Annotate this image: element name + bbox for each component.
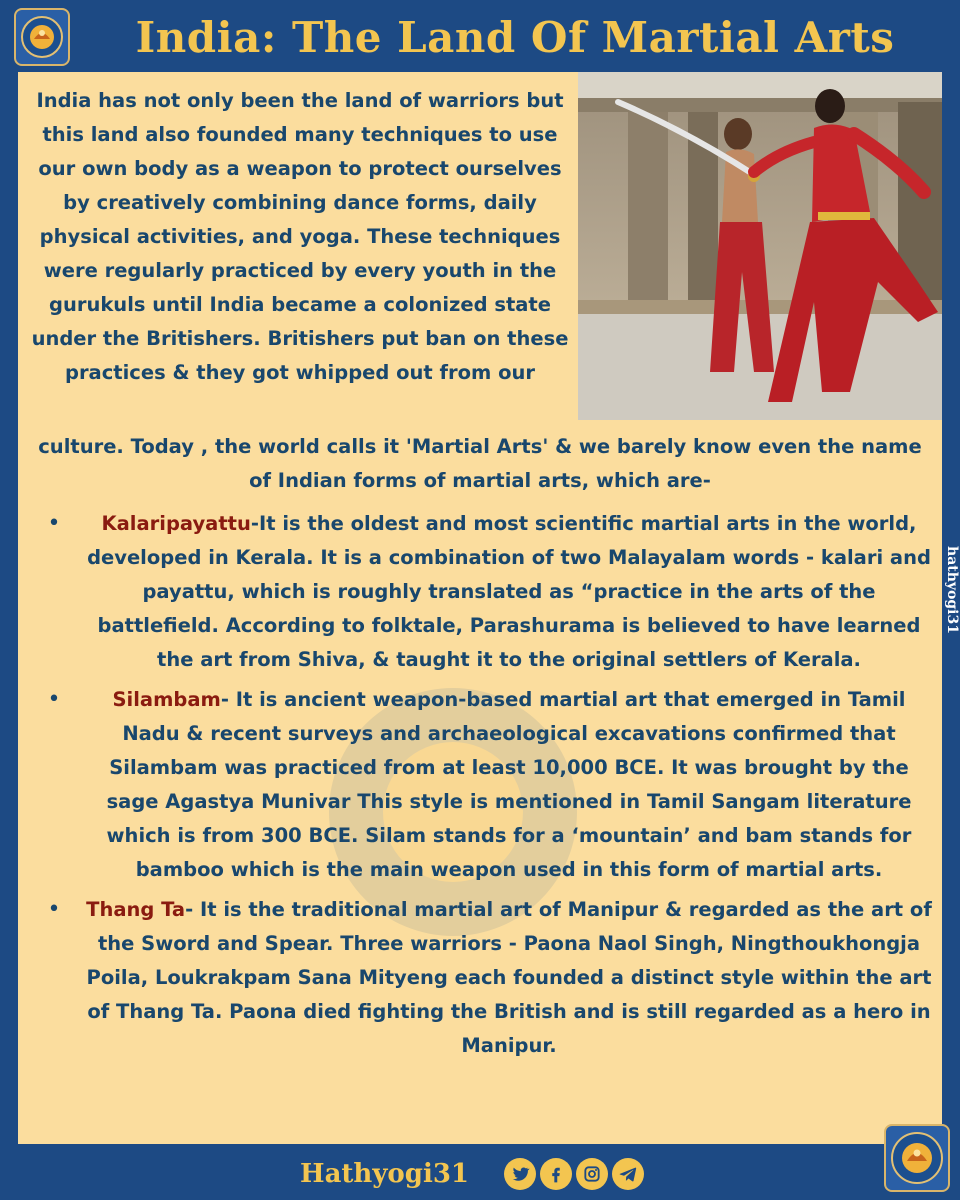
item-term: Kalaripayattu [101,512,251,535]
bullet-icon: • [47,687,61,712]
item-description: - It is ancient weapon-based martial art that emerged in Tamil Nadu & recent surveys and archaeological excavations confirmed that Silambam was practiced from at least 10,000 BCE. It was brought by the sage Agastya Munivar This style is mentioned in Tamil Sangam literature which is from 300 BCE. Silam stands for a ‘mountain’ and bam stands for bamboo which is the main weapon used in this form of martial arts. [106,688,912,881]
item-term: Thang Ta [86,898,186,921]
list-item [36,507,934,677]
instagram-icon[interactable] [576,1158,608,1190]
list-item [36,893,934,1063]
content-panel [18,72,942,1144]
item-description: - It is the traditional martial art of Manipur & regarded as the art of the Sword and Spear. Three warriors - Paona Naol Singh, Ningthoukhongja Poila, Loukrakpam Sana Mityeng each founded a distinct style within the art of Thang Ta. Paona died fighting the British and is still regarded as a hero in Manipur. [86,898,932,1057]
twitter-icon[interactable] [504,1158,536,1190]
footer-handle[interactable]: Hathyogi31 [300,1159,470,1189]
intro-paragraph-top: India has not only been the land of warriors but this land also founded many techniques to use our own body as a weapon to protect ourselves by creatively combining dance forms, daily physical activities, and yoga. These techniques were regularly practiced by every youth in the gurukuls until India became a colonized state under the Britishers. Britishers put ban on these practices & they got whipped out from our [31,89,569,384]
telegram-icon[interactable] [612,1158,644,1190]
facebook-icon[interactable] [540,1158,572,1190]
martial-arts-photo [578,72,942,420]
footer-logo-icon [884,1124,950,1192]
list-item [36,683,934,887]
bullet-icon: • [47,897,61,922]
social-links [504,1158,644,1192]
bullet-icon: • [47,511,61,536]
martial-arts-list [36,507,934,1069]
page-title: India: The Land Of Martial Arts [135,13,895,62]
hathyogi-logo-icon [14,8,70,66]
item-term: Silambam [112,688,221,711]
intro-paragraph-bottom: culture. Today , the world calls it 'Martial Arts' & we barely know even the name of Indian forms of martial arts, which are- [38,435,922,492]
item-description: -It is the oldest and most scientific martial arts in the world, developed in Kerala. It is a combination of two Malayalam words - kalari and payattu, which is roughly translated as “practice in the arts of the battlefield. According to folktale, Parashurama is believed to have learned the art from Shiva, & taught it to the original settlers of Kerala. [87,512,931,671]
side-handle-label: hathyogi31 [944,546,960,634]
